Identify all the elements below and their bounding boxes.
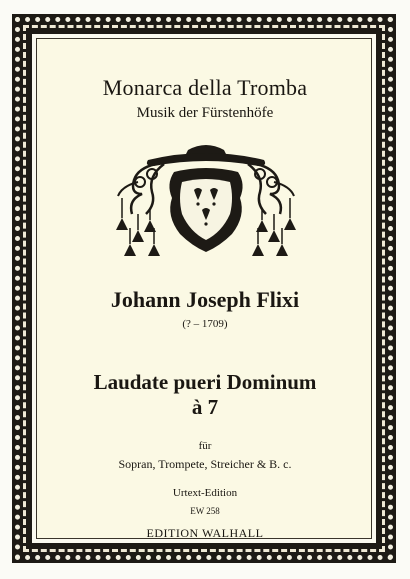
composer-name: Johann Joseph Flixi bbox=[110, 287, 300, 312]
work-title: Laudate pueri Dominum bbox=[93, 370, 317, 394]
work-voices: à 7 bbox=[191, 395, 219, 419]
edition-type: Urtext-Edition bbox=[172, 487, 238, 499]
edition-number: EW 258 bbox=[190, 506, 220, 516]
instrumentation: Sopran, Trompete, Streicher & B. c. bbox=[118, 457, 292, 471]
series-subtitle: Musik der Fürstenhöfe bbox=[136, 105, 274, 121]
series-title: Monarca della Tromba bbox=[102, 75, 308, 100]
publisher-name: EDITION WALHALL bbox=[146, 526, 264, 540]
composer-dates: (? – 1709) bbox=[182, 318, 228, 330]
for-label: für bbox=[198, 440, 212, 452]
coat-of-arms-icon bbox=[108, 138, 304, 268]
